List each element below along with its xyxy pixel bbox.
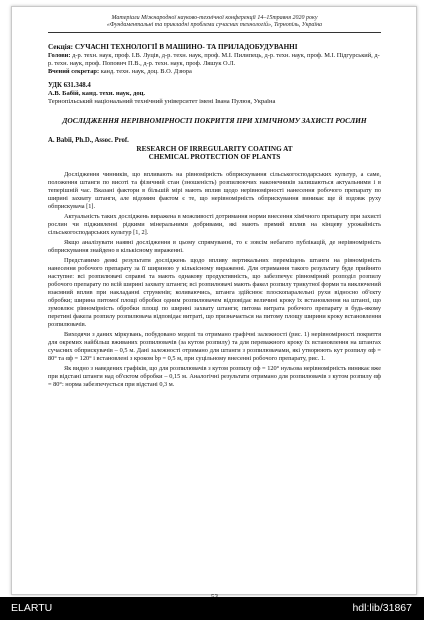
article-title-en-line-1: RESEARCH OF IRREGULARITY COATING AT: [136, 144, 293, 153]
header-rule: [48, 32, 381, 33]
document-page: [11, 6, 417, 595]
article-title-en-line-2: CHEMICAL PROTECTION OF PLANTS: [148, 153, 281, 161]
heads-label: Голови:: [48, 51, 71, 59]
article-title-en: [48, 145, 381, 162]
repository-footer: [0, 597, 424, 620]
author-ua: А.В. Бабій, канд. техн. наук, доц.: [48, 89, 146, 97]
udk-code: УДК 631.348.4: [48, 81, 91, 89]
secretary-text: канд. техн. наук, доц. В.О. Дзюра: [99, 67, 192, 75]
paragraph-2: Актуальність таких досліджень виражена в можливості дотримання норми внесення хімічного препарату при захисті рослин чи підживленні рідкими мінеральними добривами, які мають прямий вплив на кінцеву урожайність сільськогосподарських культур [1, 2].: [48, 212, 381, 236]
section-heads: [48, 52, 381, 68]
repository-name: ELARTU: [11, 602, 53, 614]
heads-text: д-р. техн. наук, проф. І.В. Луців, д-р. техн. наук, проф. М.І. Пилипець, д-р. техн. наук, проф. М.І. Підгурський, д-р. техн. наук, проф. Поповнч П.В., д-р. техн. наук, проф. Ляшук О.Л.: [48, 51, 380, 67]
article-title-ua: ДОСЛІДЖЕННЯ НЕРІВНОМІРНОСТІ ПОКРИТТЯ ПРИ ХІМІЧНОМУ ЗАХИСТІ РОСЛИН: [62, 115, 367, 125]
section-title: Секція: СУЧАСНІ ТЕХНОЛОГІЇ В МАШИНО- ТА ПРИЛАДОБУДУВАННІ: [48, 43, 298, 51]
author-en: A. Babii, Ph.D., Assoc. Prof.: [48, 136, 129, 144]
paragraph-6: Як видно з наведених графіків, що для розпилювачів з кутом розпилу αф = 120° нульова нерівномірність виникає вже при відстані штанги над об'єктом обробки – 0,15 м. Аналогічні результати отримано для розпилювачів з кутом розпилу αф = 80°: норма забезпечується при відстані 0,3 м.: [48, 364, 381, 388]
secretary-label: Вчений секретар:: [48, 67, 100, 75]
section-secretary: [48, 68, 381, 76]
page-content: [48, 15, 381, 391]
paragraph-5: Виходячи з даних міркувань, побудовано моделі та отримано графічні залежності (рис. 1) нерівномірності покриття для окремих найбільш вживаних розпилювачів (за кутом розпилу) та для переважного кроку їх встановлення на штангах сучасних обприскувачів – 0,5 м. Дані залежності отримано для штанги з розпилювачами, які утворюють кут розпилу αф = 80° та αф = 120° і встановлені з кроком bр = 0,5 м, при суцільному внесенні робочого препарату, рис. 1.: [48, 330, 381, 362]
paragraph-4: Представимо деякі результати досліджень щодо впливу вертикальних переміщень штанги на рівномірність нанесення робочого препарату за її шириною у кількісному вираженні. Для отримання такого результату буде прийнято наступне: всі розпилювачі справні та мають однакову продуктивність, що забезпечує рівномірний розподіл розпилу робочого препарату по всій ширині захвату штанги; всі розпилювачі мають факел розпилу трикутної форми та виключений взаємний вплив при накладанні струменів; коливаючись, штанга здійснює плоскопаралельні рухи відносно об'єкту обробки; ширина питомої площі обробки одним розпилювачем відповідає величині кроку їх встановлення на штанзі, що зумовлює рівномірність обробки площі по ширині захвату штанги; питома витрата робочого препарату в будь-якому перетині факела розпилу розпилювача відповідає витраті, що призначається на питому площу ширини кроку встановлення розпилювачів.: [48, 256, 381, 328]
affiliation: Тернопільський національний технічний університет імені Івана Пулюя, Україна: [48, 97, 276, 105]
paragraph-3: Якщо аналізувати наявні дослідження в цьому спрямуванні, то є зовсім небагато публікацій, де нерівномірність обприскування знайдено в кількісному вираженні.: [48, 238, 381, 254]
conference-header-line-2: «Фундаментальні та прикладні проблеми сучасних технологій», Тернопіль, Україна: [106, 22, 323, 28]
paragraph-1: Дослідження чинників, що впливають на рівномірність обприскування сільськогосподарських культур, а саме, положення штанги по висоті та фізичний стан (зношеність) розпилюючих наконечників залишаються актуальними і в теперішній час. Вказані фактори в більшій мірі мають вплив щодо нерівномірності нанесення робочого препарату по ширині захвату штанги, але відомим фактом є те, що нерівномірність обприскування виникає ще й вздовж руху обприскувача [1].: [48, 170, 381, 210]
conference-header-line-1: Матеріали Міжнародної науково-технічної конференції 14–15травня 2020 року: [111, 15, 318, 21]
handle-id: hdl:lib/31867: [352, 602, 412, 614]
